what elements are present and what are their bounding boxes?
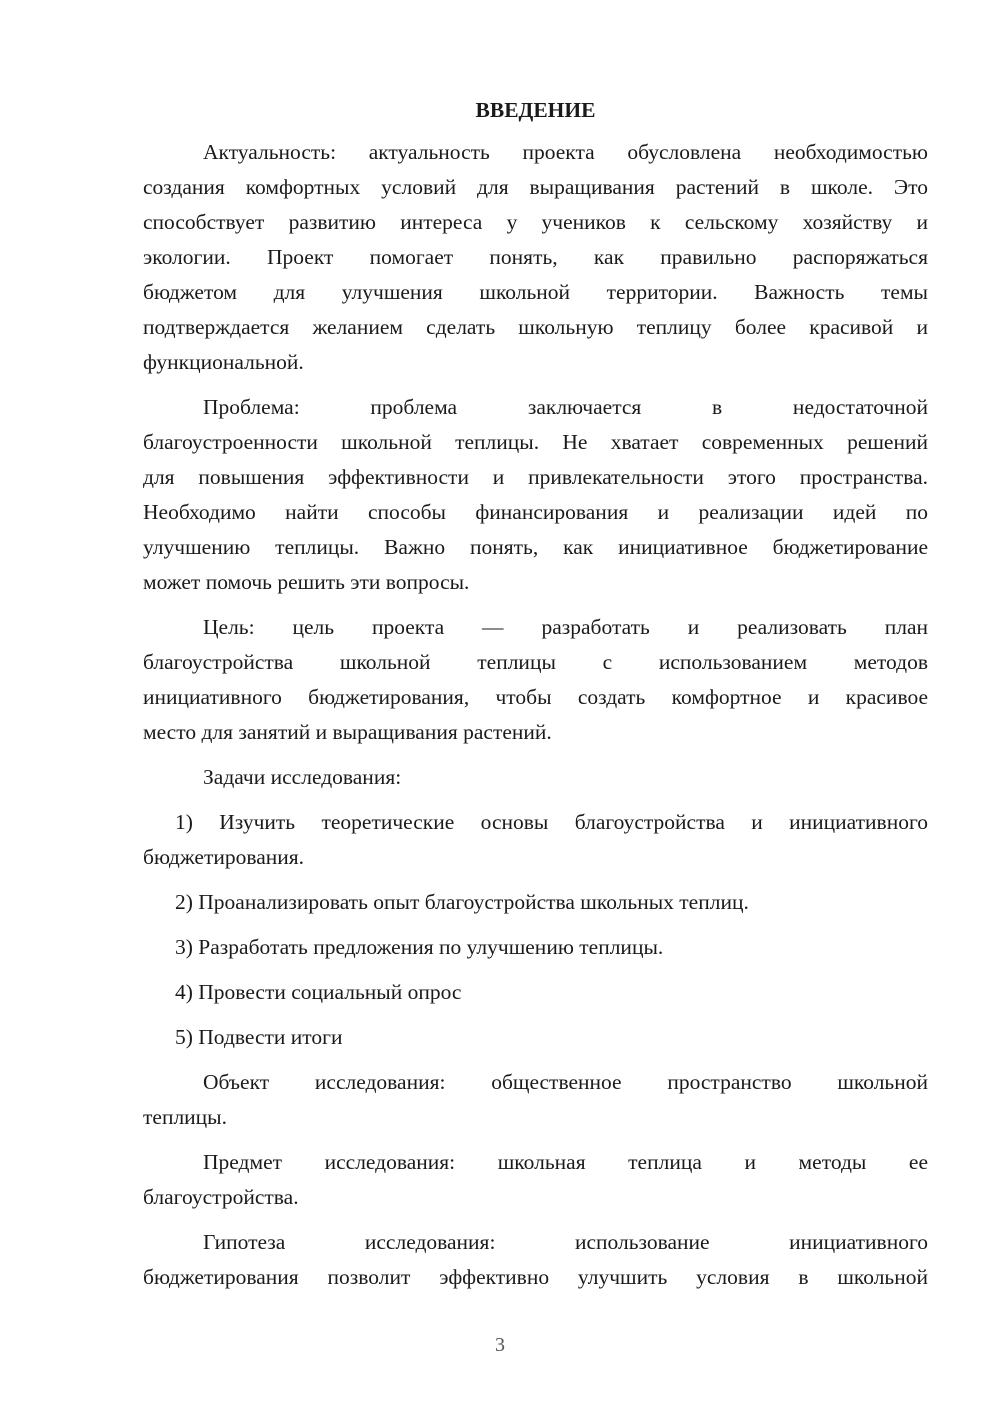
- text-line: Цель: цель проекта — разработать и реализовать план: [203, 615, 928, 639]
- text-line: благоустройства школьной теплицы с использованием методов: [143, 650, 928, 674]
- text-line: 1) Изучить теоретические основы благоустройства и инициативного: [175, 810, 928, 834]
- text-line: улучшению теплицы. Важно понять, как инициативное бюджетирование: [143, 535, 928, 559]
- goal-paragraph: [143, 610, 928, 750]
- tasks-title-paragraph: [143, 760, 928, 795]
- object-paragraph: [143, 1065, 928, 1135]
- text-line: инициативного бюджетирования, чтобы создать комфортное и красивое: [143, 685, 928, 709]
- problem-paragraph: [143, 390, 928, 600]
- text-line: Проблема: проблема заключается в недостаточной: [203, 395, 928, 419]
- page-number: 3: [495, 1334, 505, 1356]
- subject-paragraph: [143, 1145, 928, 1215]
- text-line: благоустройства.: [143, 1185, 299, 1209]
- text-line: экологии. Проект помогает понять, как правильно распоряжаться: [143, 245, 928, 269]
- task-item-3: [143, 930, 928, 965]
- text-line: Объект исследования: общественное пространство школьной: [203, 1070, 928, 1094]
- section-heading: ВВЕДЕНИЕ: [475, 98, 596, 122]
- text-line: теплицы.: [143, 1105, 228, 1129]
- task-item-5: [143, 1020, 928, 1055]
- task-item-2: [143, 885, 928, 920]
- text-line: бюджетирования.: [143, 845, 305, 869]
- text-line: бюджетирования позволит эффективно улучшить условия в школьной: [143, 1265, 928, 1289]
- text-line: бюджетом для улучшения школьной территории. Важность темы: [143, 280, 928, 304]
- text-line: функциональной.: [143, 350, 304, 374]
- task-item-4: [143, 975, 928, 1010]
- text-line: создания комфортных условий для выращивания растений в школе. Это: [143, 175, 928, 199]
- text-line: Необходимо найти способы финансирования и реализации идей по: [143, 500, 928, 524]
- text-line: Предмет исследования: школьная теплица и методы ее: [203, 1150, 928, 1174]
- text-line: Актуальность: актуальность проекта обусловлена необходимостью: [203, 140, 928, 164]
- text-line: 2) Проанализировать опыт благоустройства школьных теплиц.: [175, 890, 749, 914]
- task-item-1: [143, 805, 928, 875]
- page-content: [143, 93, 928, 1305]
- text-line: 5) Подвести итоги: [175, 1025, 343, 1049]
- text-line: может помочь решить эти вопросы.: [143, 570, 470, 594]
- text-line: подтверждается желанием сделать школьную теплицу более красивой и: [143, 315, 928, 339]
- text-line: благоустроенности школьной теплицы. Не хватает современных решений: [143, 430, 928, 454]
- text-line: способствует развитию интереса у учеников к сельскому хозяйству и: [143, 210, 928, 234]
- relevance-paragraph: [143, 135, 928, 380]
- text-line: место для занятий и выращивания растений.: [143, 720, 552, 744]
- text-line: 3) Разработать предложения по улучшению теплицы.: [175, 935, 664, 959]
- tasks-title: Задачи исследования:: [203, 765, 402, 789]
- text-line: 4) Провести социальный опрос: [175, 980, 462, 1004]
- text-line: Гипотеза исследования: использование инициативного: [203, 1230, 928, 1254]
- text-line: для повышения эффективности и привлекательности этого пространства.: [143, 465, 928, 489]
- hypothesis-paragraph: [143, 1225, 928, 1295]
